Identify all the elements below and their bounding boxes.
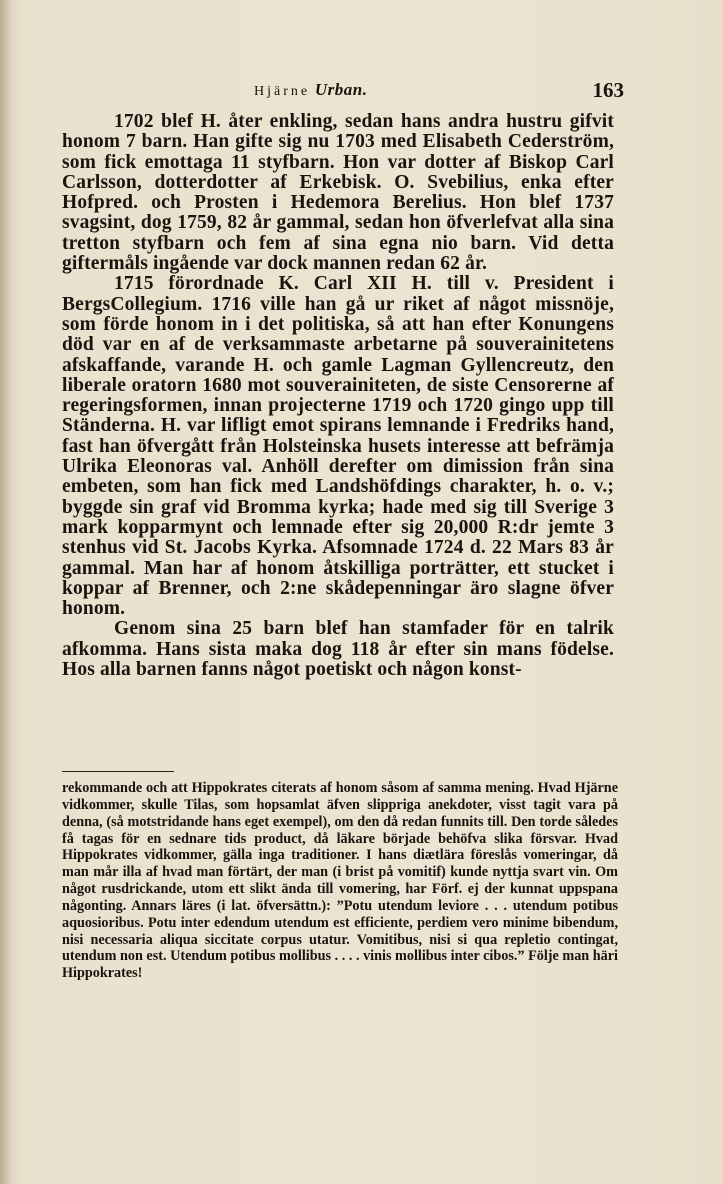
page-header <box>112 80 624 104</box>
paragraph-descendants: Genom sina 25 barn blef han stamfader för en talrik afkomma. Hans sista maka dog 118 år efter sin mans födelse. Hos alla barnen fanns något poetiskt och någon konst- <box>62 618 614 681</box>
main-text <box>62 112 614 680</box>
running-head-given-name: Urban. <box>314 80 368 99</box>
page-edge-shadow <box>0 0 12 1184</box>
footnote-text: rekommande och att Hippokrates citerats af honom såsom af samma mening. Hvad Hjärne vidkommer, skulle Tilas, som hopsamlat äfven slippriga anekdoter, visst tagit vara på denna, (så motstridande hans eget exempel), om den då redan funnits till. Den torde således få tagas för en sednare tids product, då läkare började behöfva slika försvar. Hvad Hippokrates vidkommer, gälla inga traditioner. I hans diætlära föreslås vomeringar, då man mår illa af hvad man förtärt, der man (i brist på vomitif) kunde nyttja svart vin. Om något rusdrickande, utom ett slikt ända till vomering, har Förf. ej der kunnat uppspana någonting. Annars läres (i lat. öfversättn.): ”Potu utendum leviore . . . utendum potibus aquosioribus. Potu inter edendum utendum est efficiente, perdiem vero minime bibendum, nisi necessaria aliqua siccitate corpus utatur. Vomitibus, nisi si qua repletio contingat, utendum non est. Utendum potibus mollibus . . . . vinis mollibus inter cibos.” Följe man häri Hippokrates! <box>62 780 618 982</box>
paragraph-1715: 1715 förordnade K. Carl XII H. till v. President i BergsCollegium. 1716 ville han gå ur riket af något missnöje, som förde honom in i det politiska, så att han efter Konungens död var en af de verksammaste arbetarne på souverainitetens afskaffande, varande H. och gamle Lagman Gyllencreutz, den liberale oratorn 1680 mot souverainiteten, de siste Censorerne af regeringsformen, innan projecterne 1719 och 1720 gingo upp till Ständerna. H. var lifligt emot spirans lemnande i Fredriks hand, fast han öfvergått från Holsteinska husets interesse att befrämja Ulrika Eleonoras val. Anhöll derefter om dimission från sina embeten, som han fick med Landshöfdings charakter, h. o. v.; byggde sin graf vid Bromma kyrka; hade med sig till Sverige 3 mark kopparmynt och lemnade efter sig 20,000 R:dr jemte 3 stenhus vid St. Jacobs Kyrka. Afsomnade 1724 d. 22 Mars 83 år gammal. Man har af honom åtskilliga porträtter, ett stucket i koppar af Brenner, och 2:ne skådepenningar äro slagne öfver honom. <box>62 273 614 620</box>
footnote-separator <box>62 771 174 772</box>
running-head-surname: Hjärne <box>254 84 311 99</box>
running-head <box>254 80 367 100</box>
page-number: 163 <box>592 78 624 102</box>
paragraph-1702: 1702 blef H. åter enkling, sedan hans andra hustru gifvit honom 7 barn. Han gifte sig nu 1703 med Elisabeth Cederström, som fick emottaga 11 styfbarn. Hon var dotter af Biskop Carl Carlsson, dotterdotter af Erkebisk. O. Svebilius, enka efter Hofpred. och Prosten i Hedemora Berelius. Hon blef 1737 svagsint, dog 1759, 82 år gammal, sedan hon öfverlefvat alla sina tretton styfbarn och fem af sina egna nio barn. Vid detta giftermåls ingående var dock mannen redan 62 år. <box>62 111 614 275</box>
footnote <box>62 780 618 982</box>
